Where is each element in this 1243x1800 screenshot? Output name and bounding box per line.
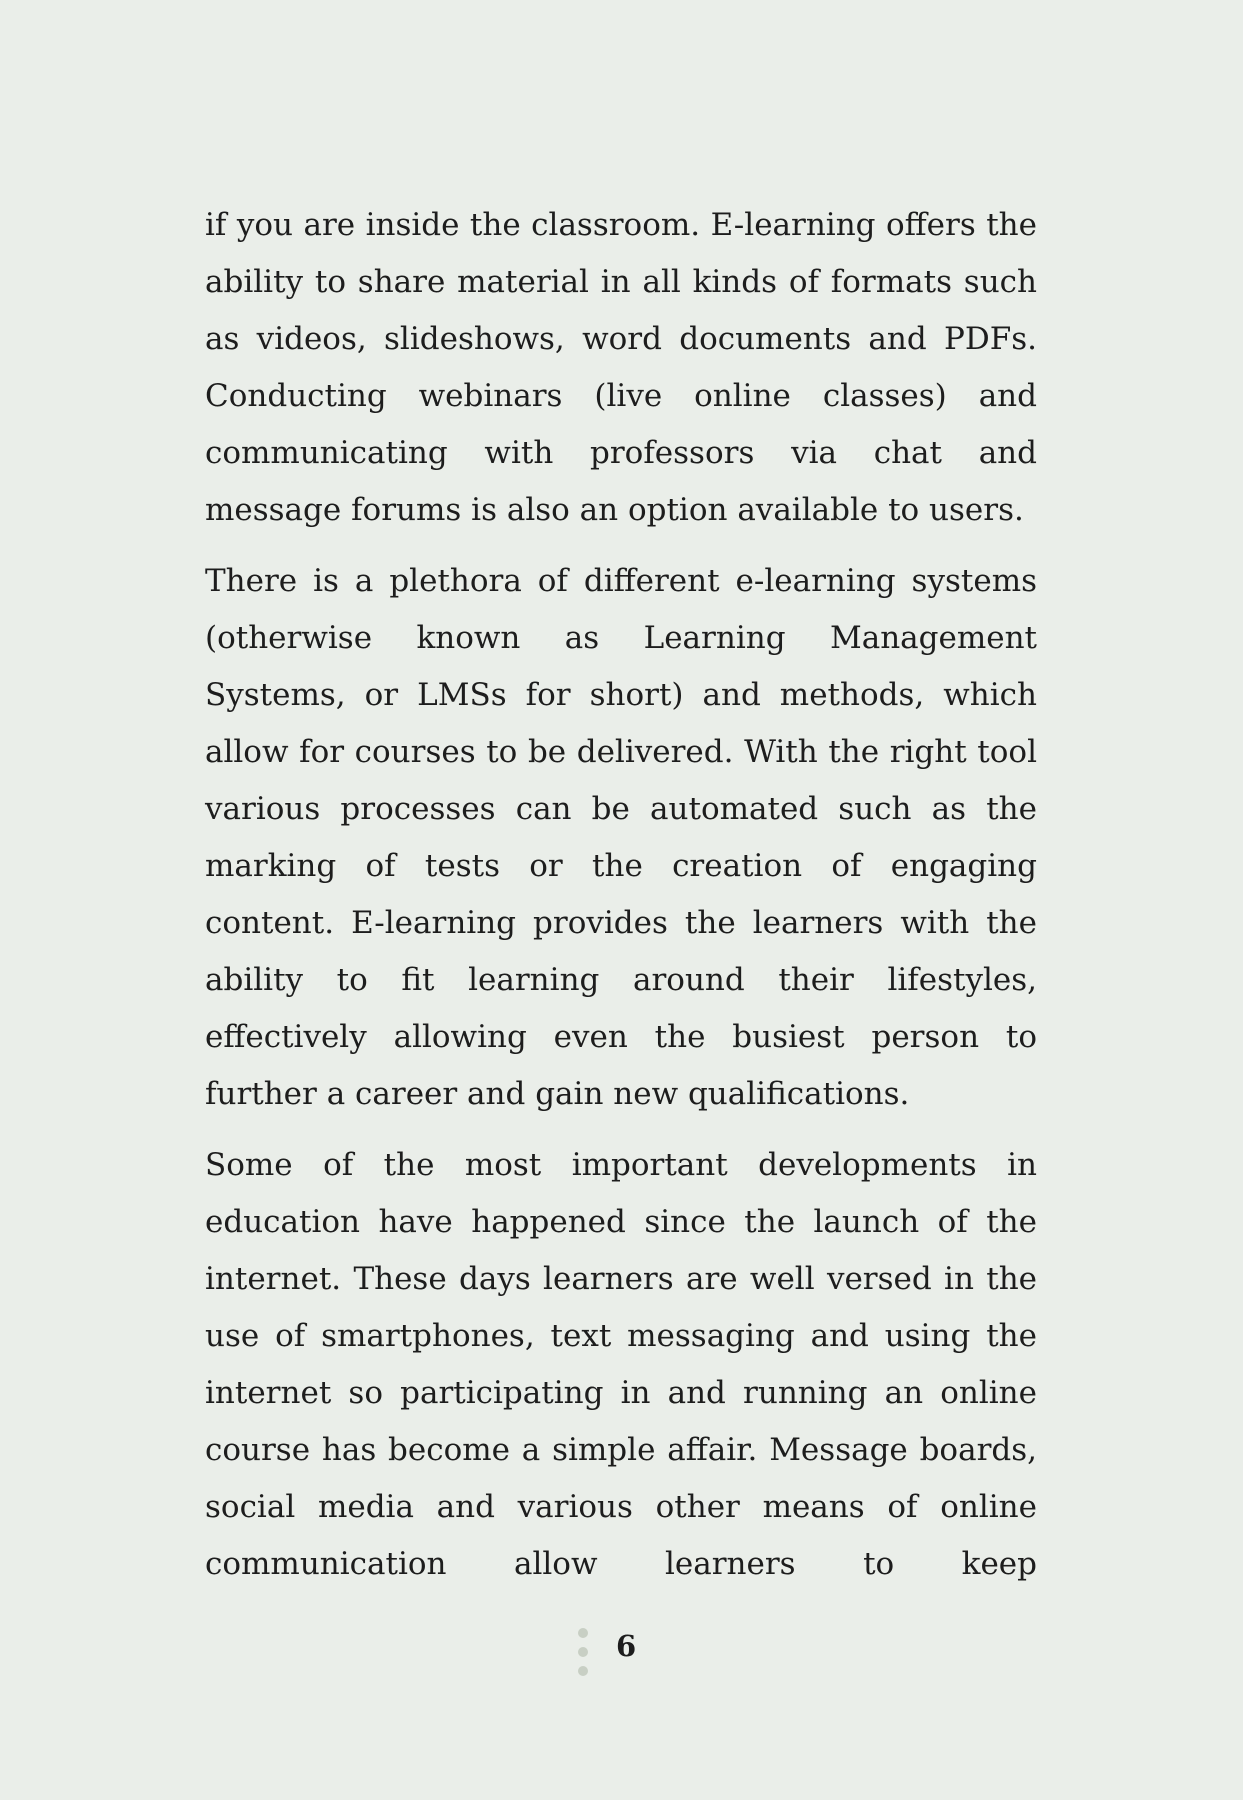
paragraph-1: if you are inside the classroom. E-learning offers the ability to share material in all kinds of formats such as videos, slideshows, word documents and PDFs. Conducting webinars (live online classes) and communicating with professors via chat and message forums is also an option available to users. xyxy=(205,207,1037,528)
paragraph-2: There is a plethora of different e-learning systems (otherwise known as Learning Management Systems, or LMSs for short) and methods, which allow for courses to be delivered. With the right tool various processes can be automated such as the marking of tests or the creation of engaging content. E-learning provides the learners with the ability to fit learning around their lifestyles, effectively allowing even the busiest person to further a career and gain new qualifications. xyxy=(205,563,1037,1112)
body-text xyxy=(205,197,1037,1593)
paragraph-3: Some of the most important developments in education have happened since the launch of the internet. These days learners are well versed in the use of smartphones, text messaging and using the internet so participating in and running an online course has become a simple affair. Message boards, social media and various other means of online communication allow learners to keep xyxy=(205,1147,1037,1582)
vertical-dots-icon xyxy=(578,1628,588,1676)
dot-icon xyxy=(578,1647,588,1657)
page-footer xyxy=(0,1620,1243,1680)
dot-icon xyxy=(578,1628,588,1638)
page-number: 6 xyxy=(616,1629,637,1663)
dot-icon xyxy=(578,1666,588,1676)
